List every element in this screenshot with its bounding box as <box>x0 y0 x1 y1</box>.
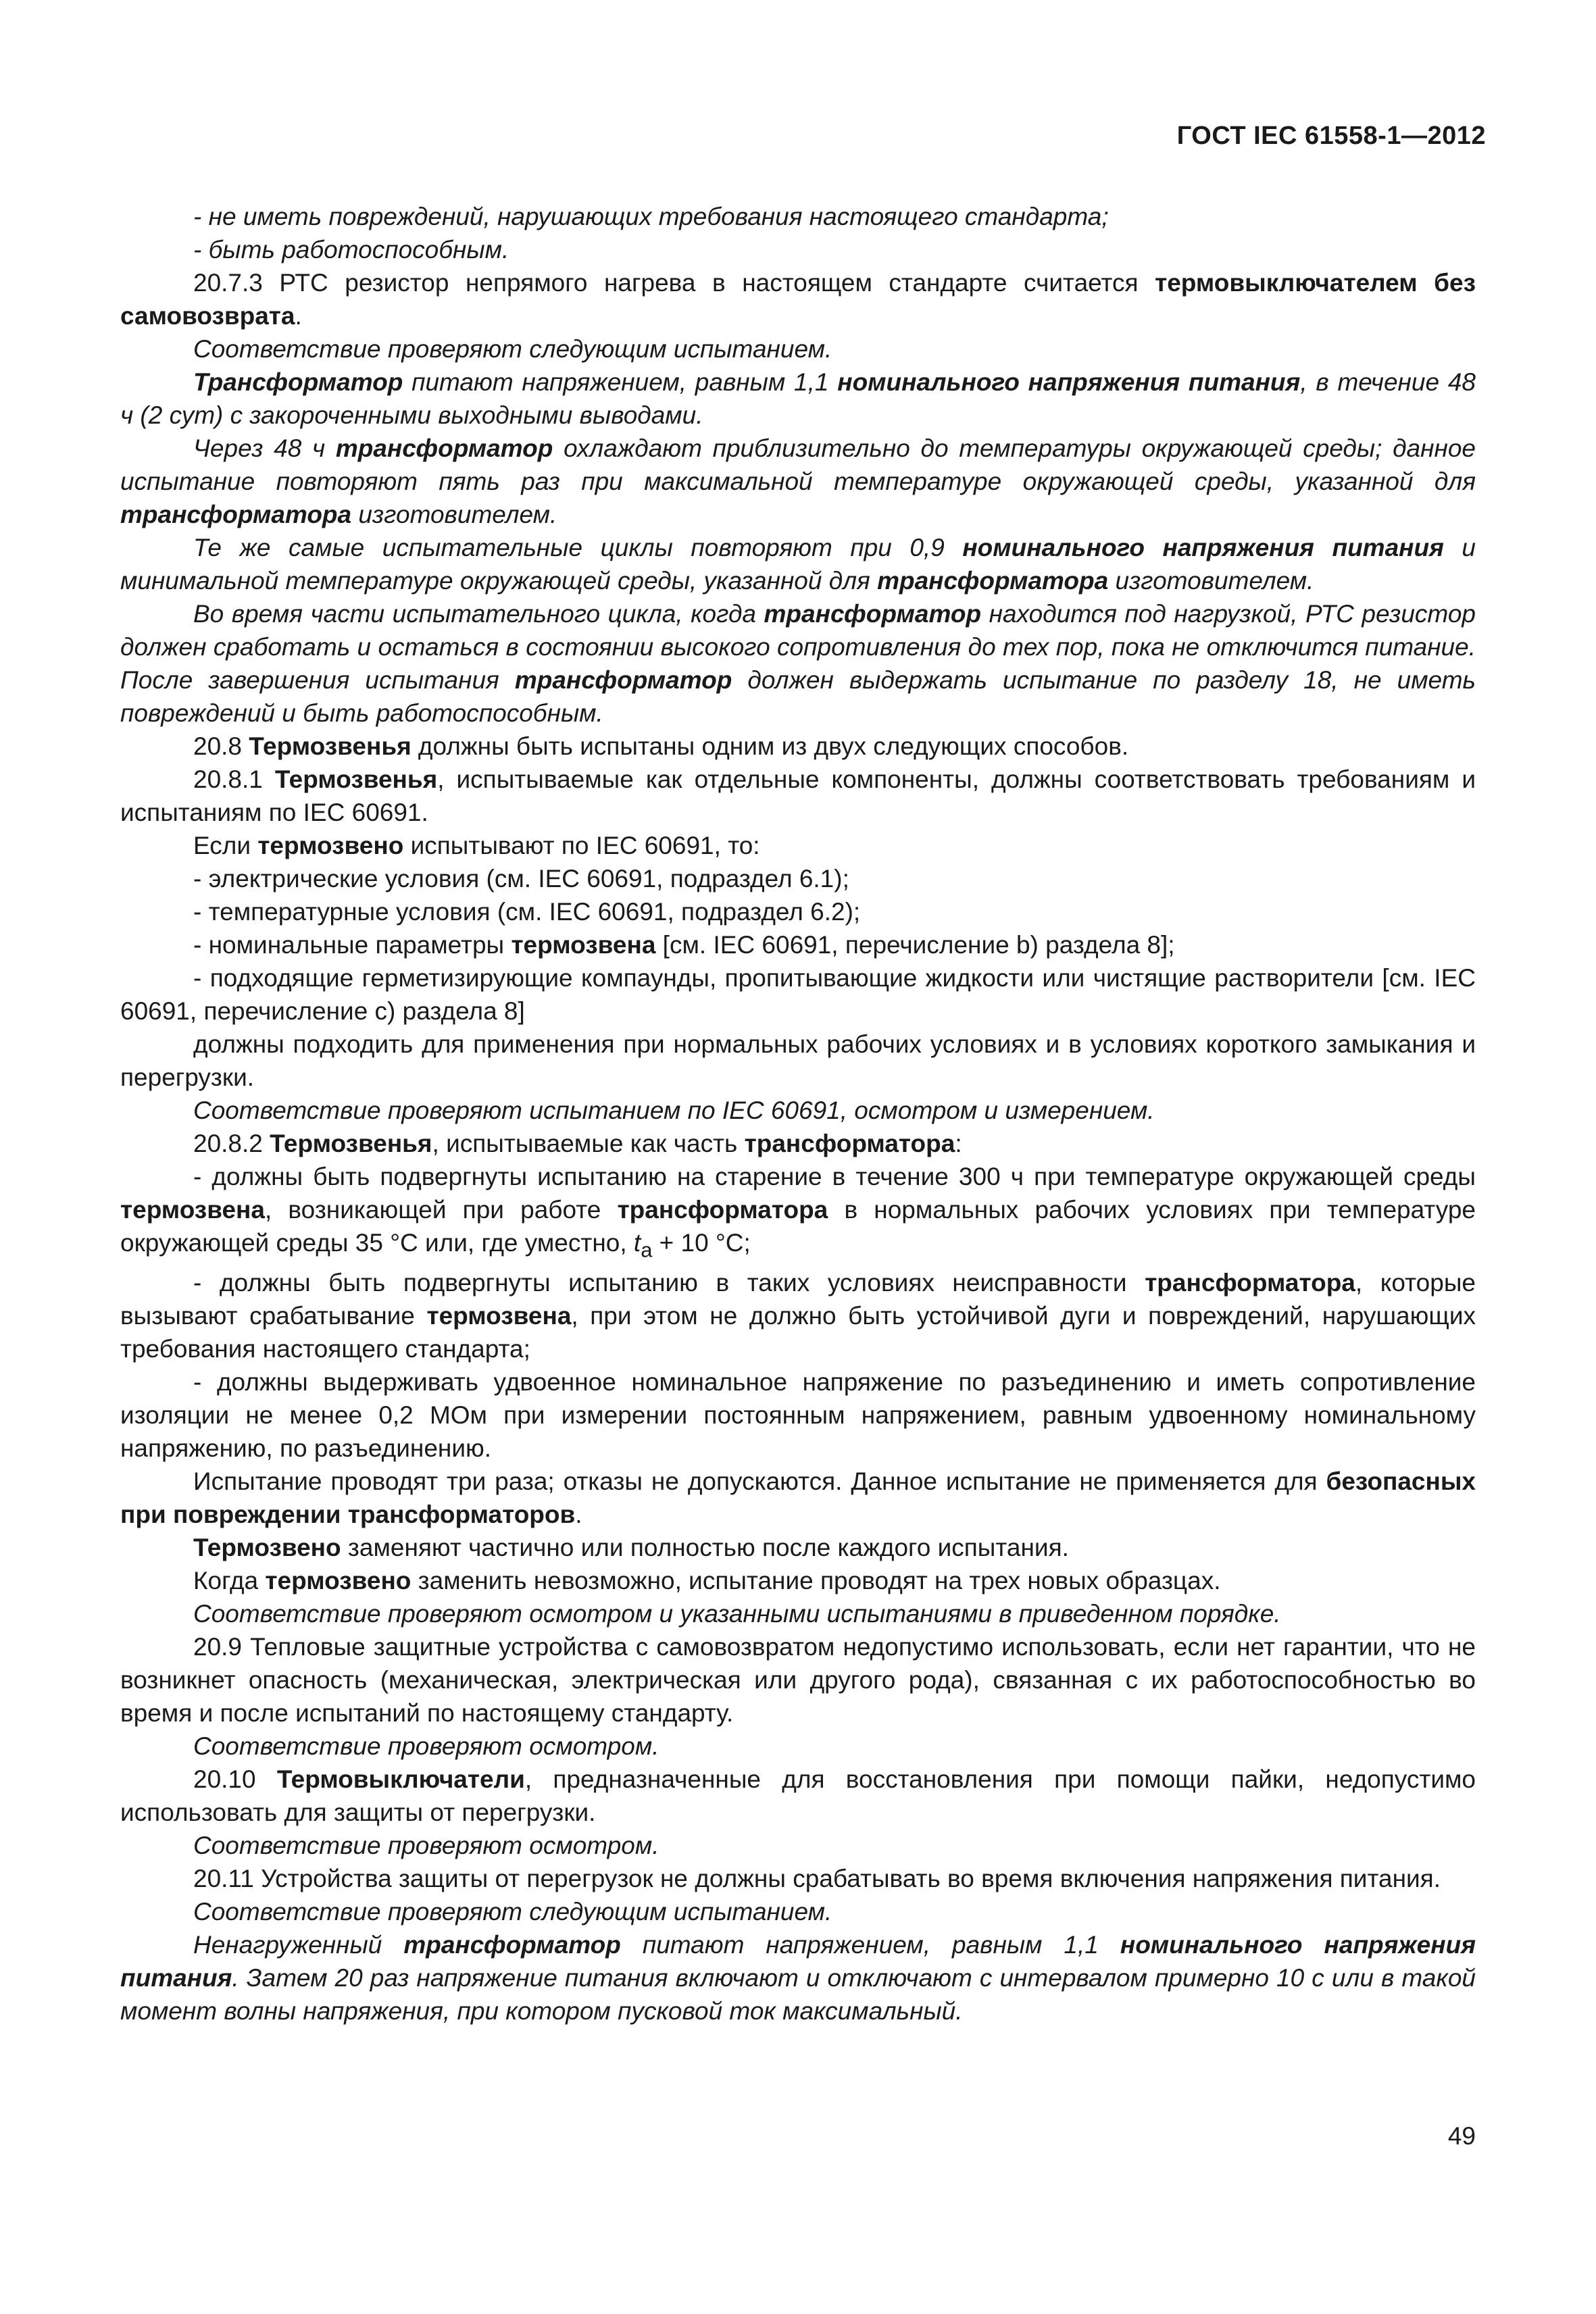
subscript: a <box>641 1238 653 1262</box>
bold-term: номинального напряжения питания <box>120 1931 1476 1992</box>
text-run: Ненагруженный <box>193 1931 404 1959</box>
paragraph <box>120 1266 1476 1365</box>
bold-term: номинального напряжения питания <box>962 534 1444 561</box>
bold-term: номинального напряжения питания <box>837 368 1301 396</box>
bold-term: трансформатор <box>403 1931 621 1959</box>
bold-term: Термозвенья <box>274 765 438 793</box>
text-run: . <box>295 302 302 330</box>
text-run: испытывают по IEC 60691, то: <box>403 832 760 859</box>
document-body <box>120 200 1476 2028</box>
text-run: должны быть испытаны одним из двух следующих способов. <box>411 732 1129 760</box>
paragraph <box>120 1895 1476 1928</box>
bold-term: трансформатора <box>1145 1269 1355 1297</box>
paragraph <box>120 233 1476 266</box>
text-run: изготовителем. <box>1108 567 1314 595</box>
paragraph <box>120 366 1476 432</box>
paragraph <box>120 961 1476 1028</box>
bold-term: безопасных при повреждении трансформаторов <box>120 1467 1476 1529</box>
text-run: в нормальных рабочих условиях при температуре окружающей среды 35 °С или, где уместно, <box>120 1196 1476 1257</box>
text-run: - электрические условия (см. IEC 60691, подраздел 6.1); <box>193 865 849 892</box>
text-run: . <box>575 1501 582 1529</box>
paragraph <box>120 1028 1476 1094</box>
text-run: 20.11 Устройства защиты от перегрузок не должны срабатывать во время включения напряжения питания. <box>193 1865 1441 1893</box>
paragraph <box>120 531 1476 597</box>
paragraph <box>120 1763 1476 1829</box>
bold-term: трансформатор <box>514 666 732 694</box>
text-run: изготовителем. <box>351 501 557 528</box>
bold-term: трансформатор <box>335 434 553 462</box>
text-run: - подходящие герметизирующие компаунды, пропитывающие жидкости или чистящие растворители [см. IEC 60691, перечисление с) раздела 8] <box>120 964 1476 1025</box>
text-run: 20.9 Тепловые защитные устройства с самовозвратом недопустимо использовать, если нет гарантии, что не возникнет опасность (механическая, электрическая или другого рода), связанная с их работоспособностью во время и после испытаний по настоящему стандарту. <box>120 1633 1476 1728</box>
paragraph <box>120 1564 1476 1597</box>
bold-term: Термозвено <box>193 1534 341 1562</box>
text-run: - температурные условия (см. IEC 60691, подраздел 6.2); <box>193 898 861 926</box>
text-run: , испытываемые как часть <box>432 1130 745 1157</box>
paragraph <box>120 763 1476 829</box>
bold-term: трансформатора <box>877 567 1109 595</box>
paragraph <box>120 1928 1476 2028</box>
text-run: Соответствие проверяют осмотром и указанными испытаниями в приведенном порядке. <box>193 1600 1281 1628</box>
paragraph <box>120 432 1476 531</box>
paragraph <box>120 829 1476 862</box>
bold-term: термозвено <box>265 1567 412 1595</box>
text-run: - должны быть подвергнуты испытанию в таких условиях неисправности <box>193 1269 1145 1297</box>
text-run: должен выдержать испытание по разделу 18, не иметь повреждений и быть работоспособным. <box>120 666 1476 727</box>
text-run: Во время части испытательного цикла, когда <box>193 600 764 628</box>
paragraph <box>120 1630 1476 1730</box>
text-run: 20.7.3 РТС резистор непрямого нагрева в настоящем стандарте считается <box>193 269 1155 297</box>
text-run: : <box>955 1130 962 1157</box>
text-run: Соответствие проверяют осмотром. <box>193 1732 659 1761</box>
text-run: питают напряжением, равным 1,1 <box>403 368 838 396</box>
text-run: - быть работоспособным. <box>193 236 509 263</box>
text-run: , при этом не должно быть устойчивой дуги и повреждений, нарушающих требования настоящего стандарта; <box>120 1302 1476 1363</box>
paragraph <box>120 1829 1476 1862</box>
paragraph <box>120 332 1476 366</box>
paragraph <box>120 597 1476 730</box>
text-run: , предназначенные для восстановления при помощи пайки, недопустимо использовать для защиты от перегрузки. <box>120 1765 1476 1827</box>
text-run: Через 48 ч <box>193 434 336 462</box>
paragraph <box>120 1730 1476 1763</box>
text-run: . Затем 20 раз напряжение питания включают и отключают с интервалом примерно 10 с или в такой момент волны напряжения, при котором пусковой ток максимальный. <box>120 1964 1476 2026</box>
bold-term: трансформатор <box>764 600 982 628</box>
text-run: , которые вызывают срабатывание <box>120 1269 1476 1330</box>
paragraph <box>120 1365 1476 1465</box>
text-run: питают напряжением, равным 1,1 <box>620 1931 1120 1959</box>
text-run: Те же самые испытательные циклы повторяют при 0,9 <box>193 534 963 561</box>
paragraph <box>120 1531 1476 1564</box>
text-run: - должны быть подвергнуты испытанию на старение в течение 300 ч при температуре окружающей среды <box>193 1163 1476 1190</box>
paragraph <box>120 895 1476 928</box>
paragraph <box>120 1862 1476 1895</box>
bold-term: трансформатора <box>120 501 352 528</box>
bold-term: термозвено <box>257 832 404 859</box>
text-run: [см. IEC 60691, перечисление b) раздела 8]; <box>655 931 1175 959</box>
paragraph <box>120 928 1476 961</box>
text-run: и минимальной температуре окружающей среды, указанной для <box>120 534 1476 595</box>
bold-term: термозвена <box>120 1196 265 1224</box>
paragraph <box>120 1160 1476 1266</box>
paragraph <box>120 1094 1476 1127</box>
paragraph <box>120 862 1476 895</box>
bold-term: термовыключателем без самовозврата <box>120 269 1476 330</box>
text-run: заменяют частично или полностью после каждого испытания. <box>341 1534 1069 1562</box>
paragraph <box>120 1127 1476 1160</box>
paragraph <box>120 200 1476 233</box>
text-run: 20.8 <box>193 732 249 760</box>
text-run: 20.8.2 <box>193 1130 270 1157</box>
text-run: t <box>633 1229 641 1257</box>
text-run: Если <box>193 832 258 859</box>
text-run: , в течение 48 ч (2 сут) с закороченными выходными выводами. <box>120 368 1476 429</box>
document-header: ГОСТ IEC 61558-1—2012 <box>1176 122 1486 150</box>
bold-term: трансформатора <box>617 1196 828 1224</box>
bold-term: Термозвенья <box>270 1130 432 1157</box>
text-run: Когда <box>193 1567 266 1595</box>
paragraph <box>120 266 1476 332</box>
text-run: 20.8.1 <box>193 765 275 793</box>
text-run: Соответствие проверяют испытанием по IEC 60691, осмотром и измерением. <box>193 1097 1155 1124</box>
bold-term: Трансформатор <box>193 368 403 396</box>
text-run: Соответствие проверяют следующим испытанием. <box>193 335 832 363</box>
text-run: - номинальные параметры <box>193 931 512 959</box>
text-run: , испытываемые как отдельные компоненты, должны соответствовать требованиям и испытаниям по IEC 60691. <box>120 765 1476 826</box>
text-run: находится под нагрузкой, РТС резистор должен сработать и остаться в состоянии высокого сопротивления до тех пор, пока не отключится питание. После завершения испытания <box>120 600 1476 694</box>
bold-term: термозвена <box>511 931 656 959</box>
text-run: Соответствие проверяют следующим испытанием. <box>193 1898 832 1926</box>
text-run: - не иметь повреждений, нарушающих требования настоящего стандарта; <box>193 203 1109 230</box>
page-number: 49 <box>1447 2122 1476 2150</box>
text-run: заменить невозможно, испытание проводят на трех новых образцах. <box>411 1567 1221 1595</box>
text-run: - должны выдерживать удвоенное номинальное напряжение по разъединению и иметь сопротивление изоляции не менее 0,2 МОм при измерении постоянным напряжением, равным удвоенному номинальному напряжению, по разъединению. <box>120 1368 1476 1463</box>
text-run: 20.10 <box>193 1765 277 1794</box>
text-run: + 10 °С; <box>652 1229 751 1257</box>
paragraph <box>120 730 1476 763</box>
text-run: Соответствие проверяют осмотром. <box>193 1832 659 1860</box>
bold-term: термозвена <box>426 1302 572 1330</box>
paragraph <box>120 1597 1476 1630</box>
paragraph <box>120 1465 1476 1531</box>
bold-term: трансформатора <box>744 1130 955 1157</box>
bold-term: Термовыключатели <box>276 1765 525 1794</box>
text-run: Испытание проводят три раза; отказы не допускаются. Данное испытание не применяется для <box>193 1467 1326 1496</box>
text-run: , возникающей при работе <box>264 1196 618 1224</box>
bold-term: Термозвенья <box>249 732 412 760</box>
text-run: охлаждают приблизительно до температуры окружающей среды; данное испытание повторяют пять раз при максимальной температуре окружающей среды, указанной для <box>120 434 1476 495</box>
text-run: должны подходить для применения при нормальных рабочих условиях и в условиях короткого замыкания и перегрузки. <box>120 1030 1476 1091</box>
